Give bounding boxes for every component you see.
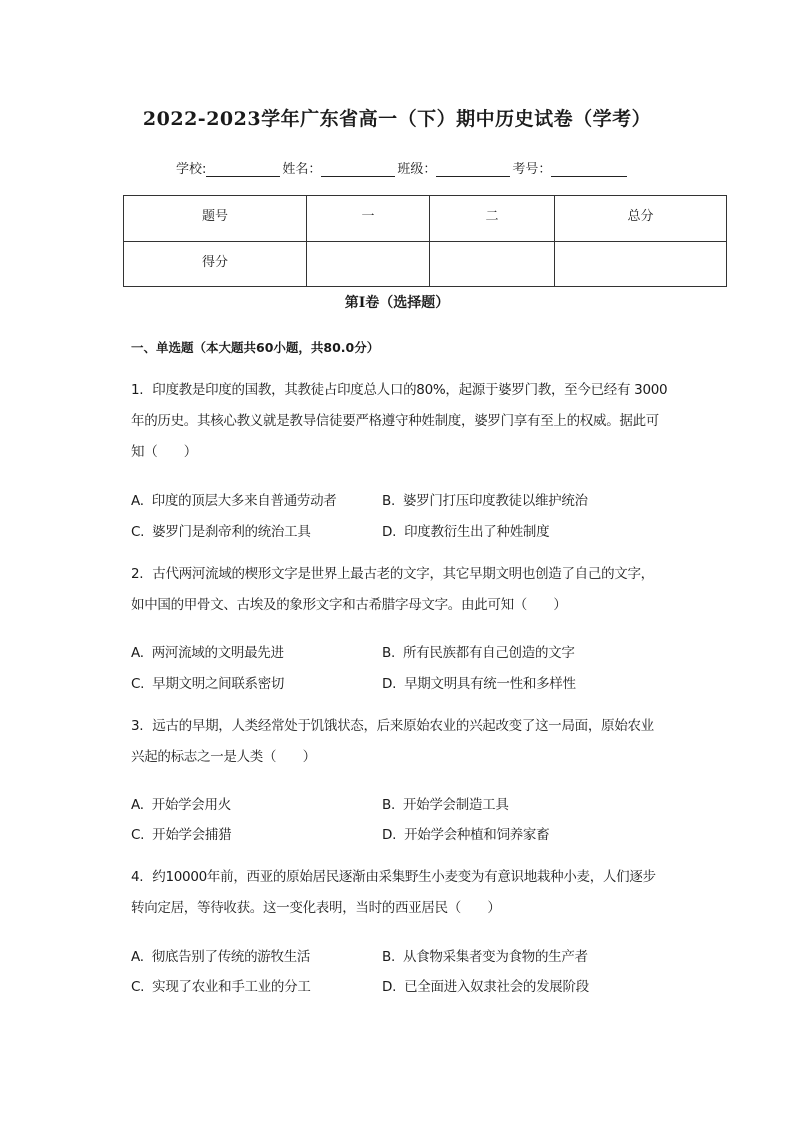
option-text: 开始学会用火 bbox=[151, 797, 231, 813]
option-letter: D. bbox=[382, 676, 397, 692]
score-cell-part-1 bbox=[307, 241, 430, 287]
option-text: 实现了农业和手工业的分工 bbox=[152, 979, 311, 995]
question-4-option-c[interactable] bbox=[131, 975, 311, 995]
option-letter: B. bbox=[382, 949, 395, 965]
option-text: 所有民族都有自己创造的文字 bbox=[402, 645, 575, 661]
class-label: 班级： bbox=[397, 162, 437, 177]
part-title: 一、单选题（本大题共60小题，共80.0分） bbox=[131, 340, 380, 355]
question-2-option-c[interactable] bbox=[131, 672, 284, 692]
option-text: 早期文明具有统一性和多样性 bbox=[404, 676, 576, 692]
question-line: 年的历史。其核心教义就是教导信徒要严格遵守种姓制度，婆罗门享有至上的权威。据此可 bbox=[131, 413, 659, 429]
question-4-option-d[interactable] bbox=[382, 975, 589, 995]
option-letter: C. bbox=[131, 524, 145, 540]
question-line: 知（ ） bbox=[131, 444, 197, 460]
question-3-stem bbox=[131, 711, 691, 773]
exam-no-blank bbox=[551, 162, 627, 177]
name-label: 姓名： bbox=[282, 162, 322, 177]
question-4-option-b[interactable] bbox=[382, 945, 588, 965]
question-number: 1. bbox=[131, 382, 144, 398]
option-text: 从食物采集者变为食物的生产者 bbox=[402, 949, 588, 965]
option-text: 两河流域的文明最先进 bbox=[151, 645, 284, 661]
question-3-option-b[interactable] bbox=[382, 793, 509, 813]
name-blank bbox=[321, 162, 395, 177]
option-letter: C. bbox=[131, 979, 145, 995]
question-number: 2. bbox=[131, 566, 144, 582]
option-letter: C. bbox=[131, 827, 145, 843]
option-letter: B. bbox=[382, 493, 395, 509]
option-letter: A. bbox=[131, 797, 144, 813]
score-cell-total bbox=[555, 241, 727, 287]
option-letter: B. bbox=[382, 645, 395, 661]
exam-no-label: 考号： bbox=[512, 162, 552, 177]
question-3-option-a[interactable] bbox=[131, 793, 231, 813]
option-text: 印度的顶层大多来自普通劳动者 bbox=[151, 493, 337, 509]
question-2-option-d[interactable] bbox=[382, 672, 576, 692]
score-row-label: 得分 bbox=[124, 241, 307, 287]
question-4-option-a[interactable] bbox=[131, 945, 310, 965]
question-2-option-b[interactable] bbox=[382, 641, 575, 661]
option-letter: D. bbox=[382, 827, 397, 843]
class-blank bbox=[436, 162, 510, 177]
question-1-stem bbox=[131, 375, 691, 468]
question-number: 3. bbox=[131, 718, 144, 734]
option-text: 印度教衍生出了种姓制度 bbox=[404, 524, 550, 540]
school-label: 学校: bbox=[176, 162, 207, 177]
option-text: 婆罗门是刹帝利的统治工具 bbox=[152, 524, 311, 540]
header-cell-part-1: 一 bbox=[307, 196, 430, 242]
option-text: 开始学会捕猎 bbox=[152, 827, 232, 843]
option-text: 开始学会种植和饲养家畜 bbox=[404, 827, 550, 843]
question-3-option-d[interactable] bbox=[382, 823, 549, 843]
question-3-option-c[interactable] bbox=[131, 823, 231, 843]
option-letter: D. bbox=[382, 524, 397, 540]
question-1-option-c[interactable] bbox=[131, 520, 311, 540]
header-cell-part-2: 二 bbox=[430, 196, 555, 242]
option-letter: C. bbox=[131, 676, 145, 692]
option-letter: D. bbox=[382, 979, 397, 995]
question-line: 如中国的甲骨文、古埃及的象形文字和古希腊字母文字。由此可知（ ） bbox=[131, 597, 567, 613]
question-2-stem bbox=[131, 559, 691, 621]
question-1-option-d[interactable] bbox=[382, 520, 549, 540]
section-title: 第Ⅰ卷（选择题） bbox=[344, 295, 450, 311]
score-table-header-row bbox=[124, 196, 727, 242]
question-line: 古代两河流域的楔形文字是世界上最古老的文字，其它早期文明也创造了自己的文字， bbox=[152, 566, 654, 582]
question-line: 印度教是印度的国教，其教徒占印度总人口的80%，起源于婆罗门教，至今已经有 3000 bbox=[152, 382, 668, 398]
option-letter: A. bbox=[131, 493, 144, 509]
option-text: 已全面进入奴隶社会的发展阶段 bbox=[404, 979, 589, 995]
question-1-option-a[interactable] bbox=[131, 489, 337, 509]
question-line: 转向定居，等待收获。这一变化表明，当时的西亚居民（ ） bbox=[131, 900, 501, 916]
question-line: 远古的早期，人类经常处于饥饿状态，后来原始农业的兴起改变了这一局面，原始农业 bbox=[152, 718, 654, 734]
option-text: 彻底告别了传统的游牧生活 bbox=[151, 949, 311, 965]
student-info-line bbox=[176, 158, 629, 177]
option-text: 开始学会制造工具 bbox=[402, 797, 509, 813]
score-cell-part-2 bbox=[430, 241, 555, 287]
score-table-score-row bbox=[124, 241, 727, 287]
score-table bbox=[123, 195, 727, 287]
option-text: 婆罗门打压印度教徒以维护统治 bbox=[402, 493, 588, 509]
header-cell-question-no: 题号 bbox=[124, 196, 307, 242]
option-letter: A. bbox=[131, 645, 144, 661]
question-2-option-a[interactable] bbox=[131, 641, 284, 661]
question-line: 约10000年前，西亚的原始居民逐渐由采集野生小麦变为有意识地栽种小麦，人们逐步 bbox=[152, 869, 656, 885]
header-cell-total: 总分 bbox=[555, 196, 727, 242]
exam-title: 2022-2023学年广东省高一（下）期中历史试卷（学考） bbox=[142, 108, 652, 130]
option-text: 早期文明之间联系密切 bbox=[152, 676, 285, 692]
question-number: 4. bbox=[131, 869, 144, 885]
option-letter: A. bbox=[131, 949, 144, 965]
school-blank bbox=[206, 162, 280, 177]
question-4-stem bbox=[131, 862, 691, 924]
question-line: 兴起的标志之一是人类（ ） bbox=[131, 749, 316, 765]
option-letter: B. bbox=[382, 797, 395, 813]
question-1-option-b[interactable] bbox=[382, 489, 588, 509]
